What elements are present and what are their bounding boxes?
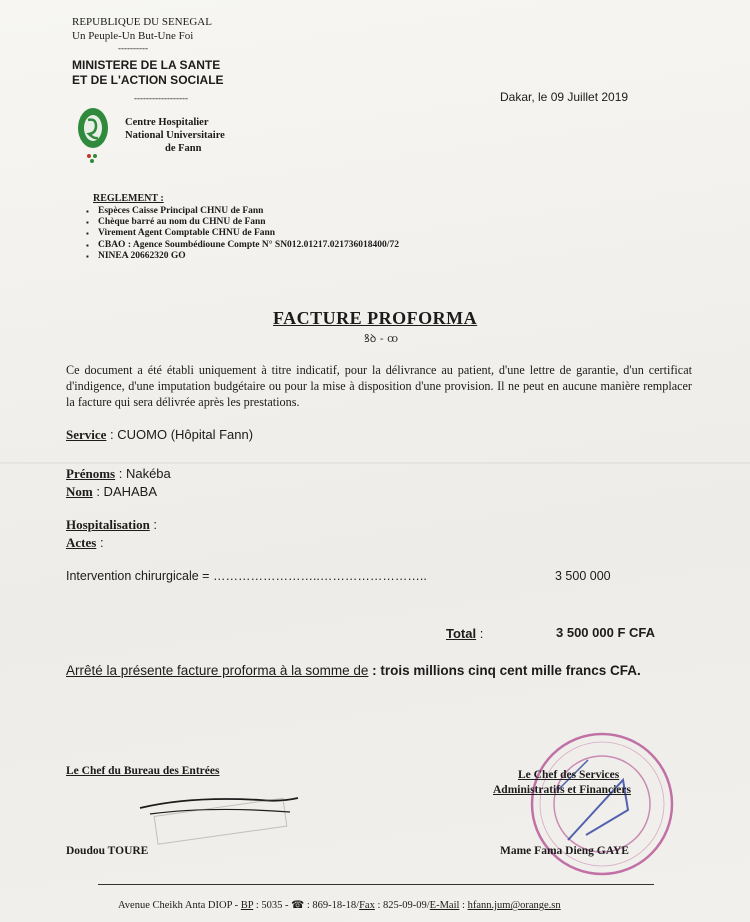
hospitalisation-field xyxy=(66,517,157,533)
line-item-label: Intervention chirurgicale = ……………………..…………………….. xyxy=(66,569,427,583)
left-stamp-icon xyxy=(130,778,300,848)
footer-fax-value: : 825-09-09/ xyxy=(374,900,430,911)
document-date: Dakar, le 09 Juillet 2019 xyxy=(500,90,629,104)
header-divider-short: ---------- xyxy=(118,43,148,53)
actes-field xyxy=(66,535,104,551)
footer-fax-label: Fax xyxy=(359,900,375,911)
service-value: : CUOMO (Hôpital Fann) xyxy=(106,427,254,442)
line-item-amount: 3 500 000 xyxy=(555,569,611,583)
footer-email-sep: : xyxy=(459,900,468,911)
reglement-item: ▪ Espèces Caisse Principal CHNU de Fann xyxy=(86,206,399,217)
hospitalisation-label: Hospitalisation xyxy=(66,517,150,532)
right-signatory-title-line1: Le Chef des Services xyxy=(518,769,620,781)
disclaimer-paragraph: Ce document a été établi uniquement à titre indicatif, pour la délivrance au patient, d'une lettre de garantie, d'un certificat d'indigence, d'une imputation budgétaire ou pour la mise à disposition d'une provision. Il ne peut en aucune manière remplacer la facture qui sera délivrée après les prestations. xyxy=(66,363,692,409)
footer-address: Avenue Cheikh Anta DIOP - xyxy=(118,900,241,911)
reglement-item: ▪ Chèque barré au nom du CHNU de Fann xyxy=(86,217,399,228)
total-suffix: : xyxy=(476,626,484,641)
reglement-list xyxy=(86,206,399,262)
hospitalisation-suffix: : xyxy=(149,517,158,532)
nom-field xyxy=(66,484,157,500)
paper-fold xyxy=(0,462,750,464)
service-label: Service xyxy=(66,427,107,442)
ministry-line2: ET DE L'ACTION SOCIALE xyxy=(72,73,224,87)
reglement-item: ▪ Virement Agent Comptable CHNU de Fann xyxy=(86,228,399,239)
header-divider-long: ------------------ xyxy=(134,93,188,103)
actes-suffix: : xyxy=(96,535,104,550)
footer-bp-value: : 5035 - ☎ : 869-18-18/ xyxy=(253,900,360,911)
total-label-wrap xyxy=(446,625,483,643)
hospital-logo-icon xyxy=(74,106,112,166)
actes-label: Actes xyxy=(66,535,97,550)
reglement-item: ▪ CBAO : Agence Soumbédioune Compte N° SN012.01217.021736018400/72 xyxy=(86,240,399,251)
hospital-name-line3: de Fann xyxy=(165,143,202,154)
nom-value: : DAHABA xyxy=(92,484,158,499)
nom-label: Nom xyxy=(66,484,93,499)
footer-bp-label: BP xyxy=(240,900,254,911)
prenoms-field xyxy=(66,466,171,482)
hospital-name-line1: Centre Hospitalier xyxy=(125,117,209,128)
hospital-name-line2: National Universitaire xyxy=(125,130,225,141)
arrete-amount: : trois millions cinq cent mille francs CFA. xyxy=(368,663,641,678)
total-label: Total xyxy=(446,626,477,641)
right-signatory-name: Mame Fama Dieng GAYE xyxy=(500,845,629,857)
arrete-prefix: Arrêté la présente facture proforma à la somme de xyxy=(66,663,369,678)
republic-title: REPUBLIQUE DU SENEGAL xyxy=(72,16,212,28)
left-signatory-name: Doudou TOURE xyxy=(66,845,149,857)
document-title: FACTURE PROFORMA xyxy=(273,308,478,328)
handwritten-reference: ꝸꝺ - ꝏ xyxy=(364,332,399,345)
footer-email-value: hfann.jum@orange.sn xyxy=(467,900,561,911)
prenoms-label: Prénoms xyxy=(66,466,116,481)
footer-contact xyxy=(118,899,561,911)
reglement-item: ▪ NINEA 20662320 GO xyxy=(86,251,399,262)
footer-email-label: E-Mail xyxy=(429,900,460,911)
total-value: 3 500 000 F CFA xyxy=(556,625,655,640)
prenoms-value: : Nakéba xyxy=(115,466,171,481)
ministry-line1: MINISTERE DE LA SANTE xyxy=(72,58,221,72)
reglement-title: REGLEMENT : xyxy=(93,193,164,204)
left-signatory-title: Le Chef du Bureau des Entrées xyxy=(66,765,220,777)
service-field xyxy=(66,427,253,443)
national-motto: Un Peuple-Un But-Une Foi xyxy=(72,30,194,42)
right-signatory-title-line2: Administratifs et Financiers xyxy=(493,784,631,796)
footer-divider xyxy=(98,884,654,885)
arrete-sentence xyxy=(66,662,692,680)
